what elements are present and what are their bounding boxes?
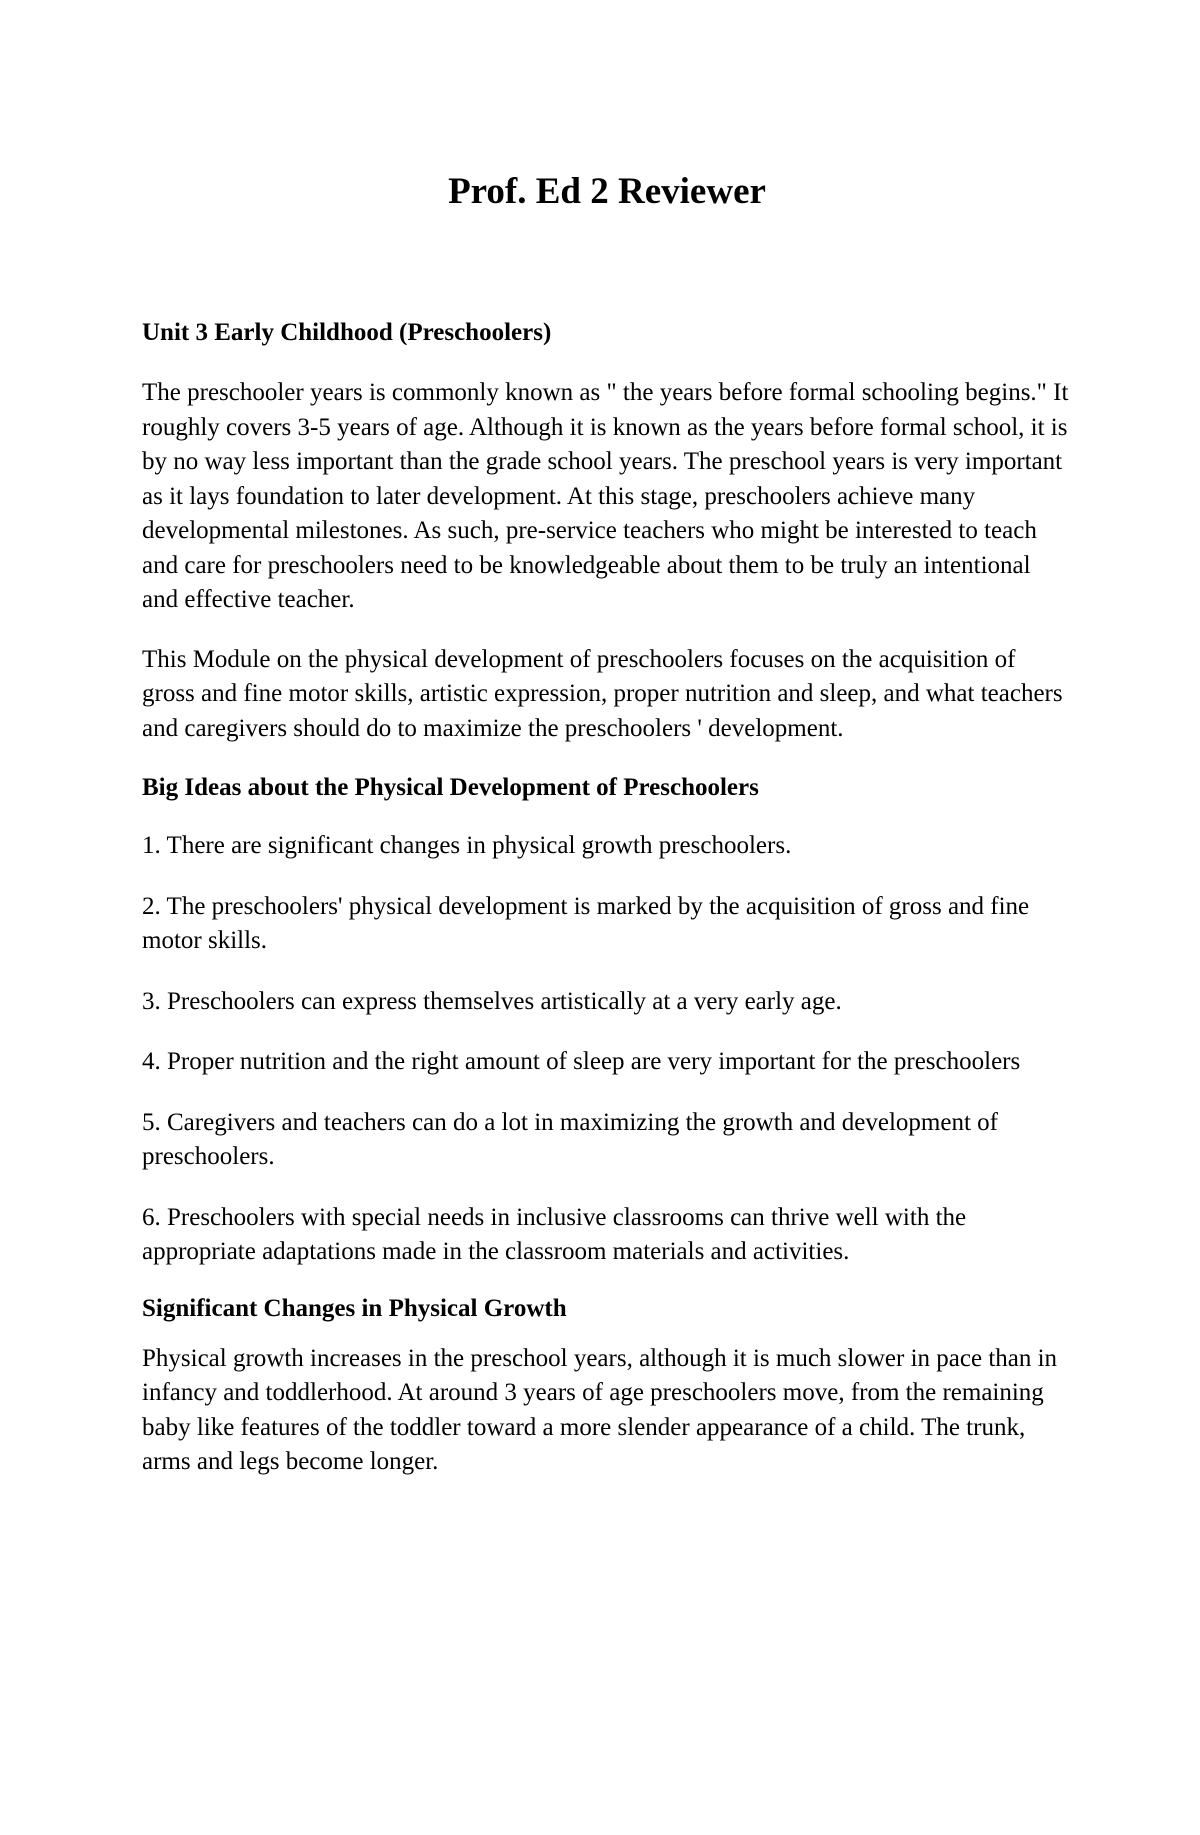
growth-heading: Significant Changes in Physical Growth xyxy=(142,1294,567,1322)
big-idea-item: 4. Proper nutrition and the right amount of sleep are very important for the preschoolers xyxy=(142,1048,1021,1075)
intro-paragraph: The preschooler years is commonly known as " the years before formal schooling begins." It roughly covers 3-5 years of age. Although it is known as the years before formal school, it is by no way less important than the grade school years. The preschool years is very important as it lays foundation to later development. At this stage, preschoolers achieve many developmental milestones. As such, pre-service teachers who might be interested to teach and care for preschoolers need to be knowledgeable about them to be truly an intentional and effective teacher. xyxy=(142,379,1069,613)
document-content xyxy=(142,168,1072,1505)
big-idea-item: 5. Caregivers and teachers can do a lot in maximizing the growth and development of preschoolers. xyxy=(142,1108,998,1170)
big-idea-item: 1. There are significant changes in physical growth preschoolers. xyxy=(142,832,792,859)
growth-paragraph: Physical growth increases in the preschool years, although it is much slower in pace than in infancy and toddlerhood. At around 3 years of age preschoolers move, from the remaining baby like features of the toddler toward a more slender appearance of a child. The trunk, arms and legs become longer. xyxy=(142,1344,1058,1475)
big-idea-item: 2. The preschoolers' physical development is marked by the acquisition of gross and fine motor skills. xyxy=(142,892,1030,954)
big-ideas-heading: Big Ideas about the Physical Development of Preschoolers xyxy=(142,774,759,801)
big-idea-item: 3. Preschoolers can express themselves artistically at a very early age. xyxy=(142,987,842,1015)
document-title: Prof. Ed 2 Reviewer xyxy=(448,171,766,212)
big-idea-item: 6. Preschoolers with special needs in inclusive classrooms can thrive well with the appropriate adaptations made in the classroom materials and activities. xyxy=(142,1203,967,1265)
module-paragraph: This Module on the physical development of preschoolers focuses on the acquisition of gross and fine motor skills, artistic expression, proper nutrition and sleep, and what teachers and caregivers should do to maximize the preschoolers ' development. xyxy=(142,645,1063,742)
unit-heading: Unit 3 Early Childhood (Preschoolers) xyxy=(142,319,552,346)
